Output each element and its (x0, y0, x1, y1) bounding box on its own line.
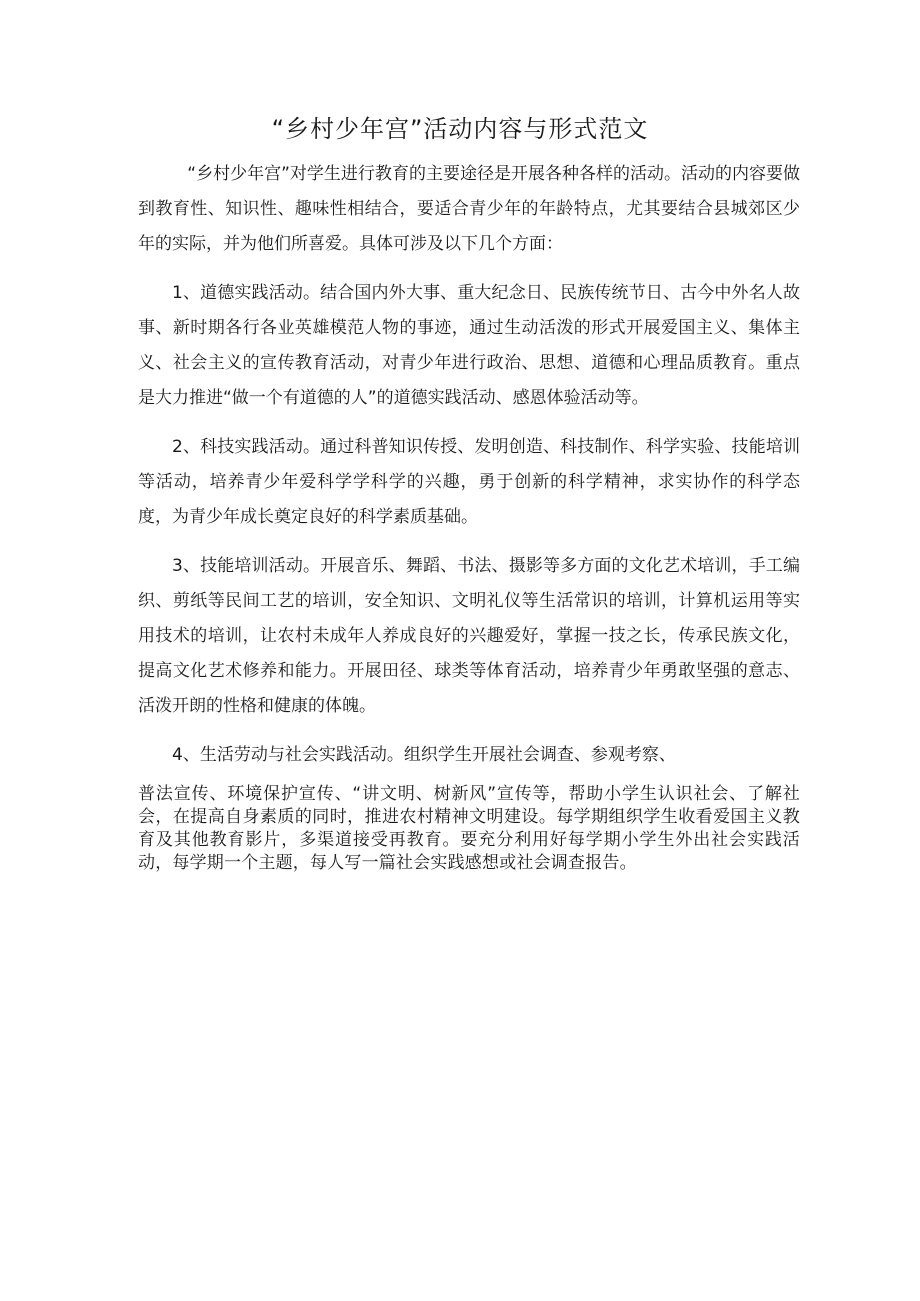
section-4-paragraph: 4、生活劳动与社会实践活动。组织学生开展社会调查、参观考察、 (172, 745, 676, 765)
section-2-paragraph: 2、科技实践活动。通过科普知识传授、发明创造、科技制作、科学实验、技能培训等活动，培养青少年爱科学学科学的兴趣，勇于创新的科学精神，求实协作的科学态度，为青少年成长奠定良好的科学素质基础。 (138, 437, 800, 527)
section-4-continuation-paragraph: 普法宣传、环境保护宣传、“讲文明、树新风”宣传等，帮助小学生认识社会、了解社会，在提高自身素质的同时，推进农村精神文明建设。每学期组织学生收看爱国主义教育及其他教育影片，多渠道接受再教育。要充分利用好每学期小学生外出社会实践活动，每学期一个主题，每人写一篇社会实践感想或社会调查报告。 (138, 784, 800, 873)
document-title: “乡村少年宫”活动内容与形式范文 (271, 115, 649, 143)
section-3-paragraph: 3、技能培训活动。开展音乐、舞蹈、书法、摄影等多方面的文化艺术培训，手工编织、剪纸等民间工艺的培训，安全知识、文明礼仪等生活常识的培训，计算机运用等实用技术的培训，让农村未成年人养成良好的兴趣爱好，掌握一技之长，传承民族文化，提高文化艺术修养和能力。开展田径、球类等体育活动，培养青少年勇敢坚强的意志、活泼开朗的性格和健康的体魄。 (138, 556, 800, 716)
document-body (138, 157, 800, 889)
section-1-paragraph: 1、道德实践活动。结合国内外大事、重大纪念日、民族传统节日、古今中外名人故事、新时期各行各业英雄模范人物的事迹，通过生动活泼的形式开展爱国主义、集体主义、社会主义的宣传教育活动，对青少年进行政治、思想、道德和心理品质教育。重点是大力推进“做一个有道德的人”的道德实践活动、感恩体验活动等。 (138, 283, 800, 408)
intro-paragraph: “乡村少年宫”对学生进行教育的主要途径是开展各种各样的活动。活动的内容要做到教育性、知识性、趣味性相结合，要适合青少年的年龄特点，尤其要结合县城郊区少年的实际，并为他们所喜爱。具体可涉及以下几个方面： (138, 164, 800, 254)
